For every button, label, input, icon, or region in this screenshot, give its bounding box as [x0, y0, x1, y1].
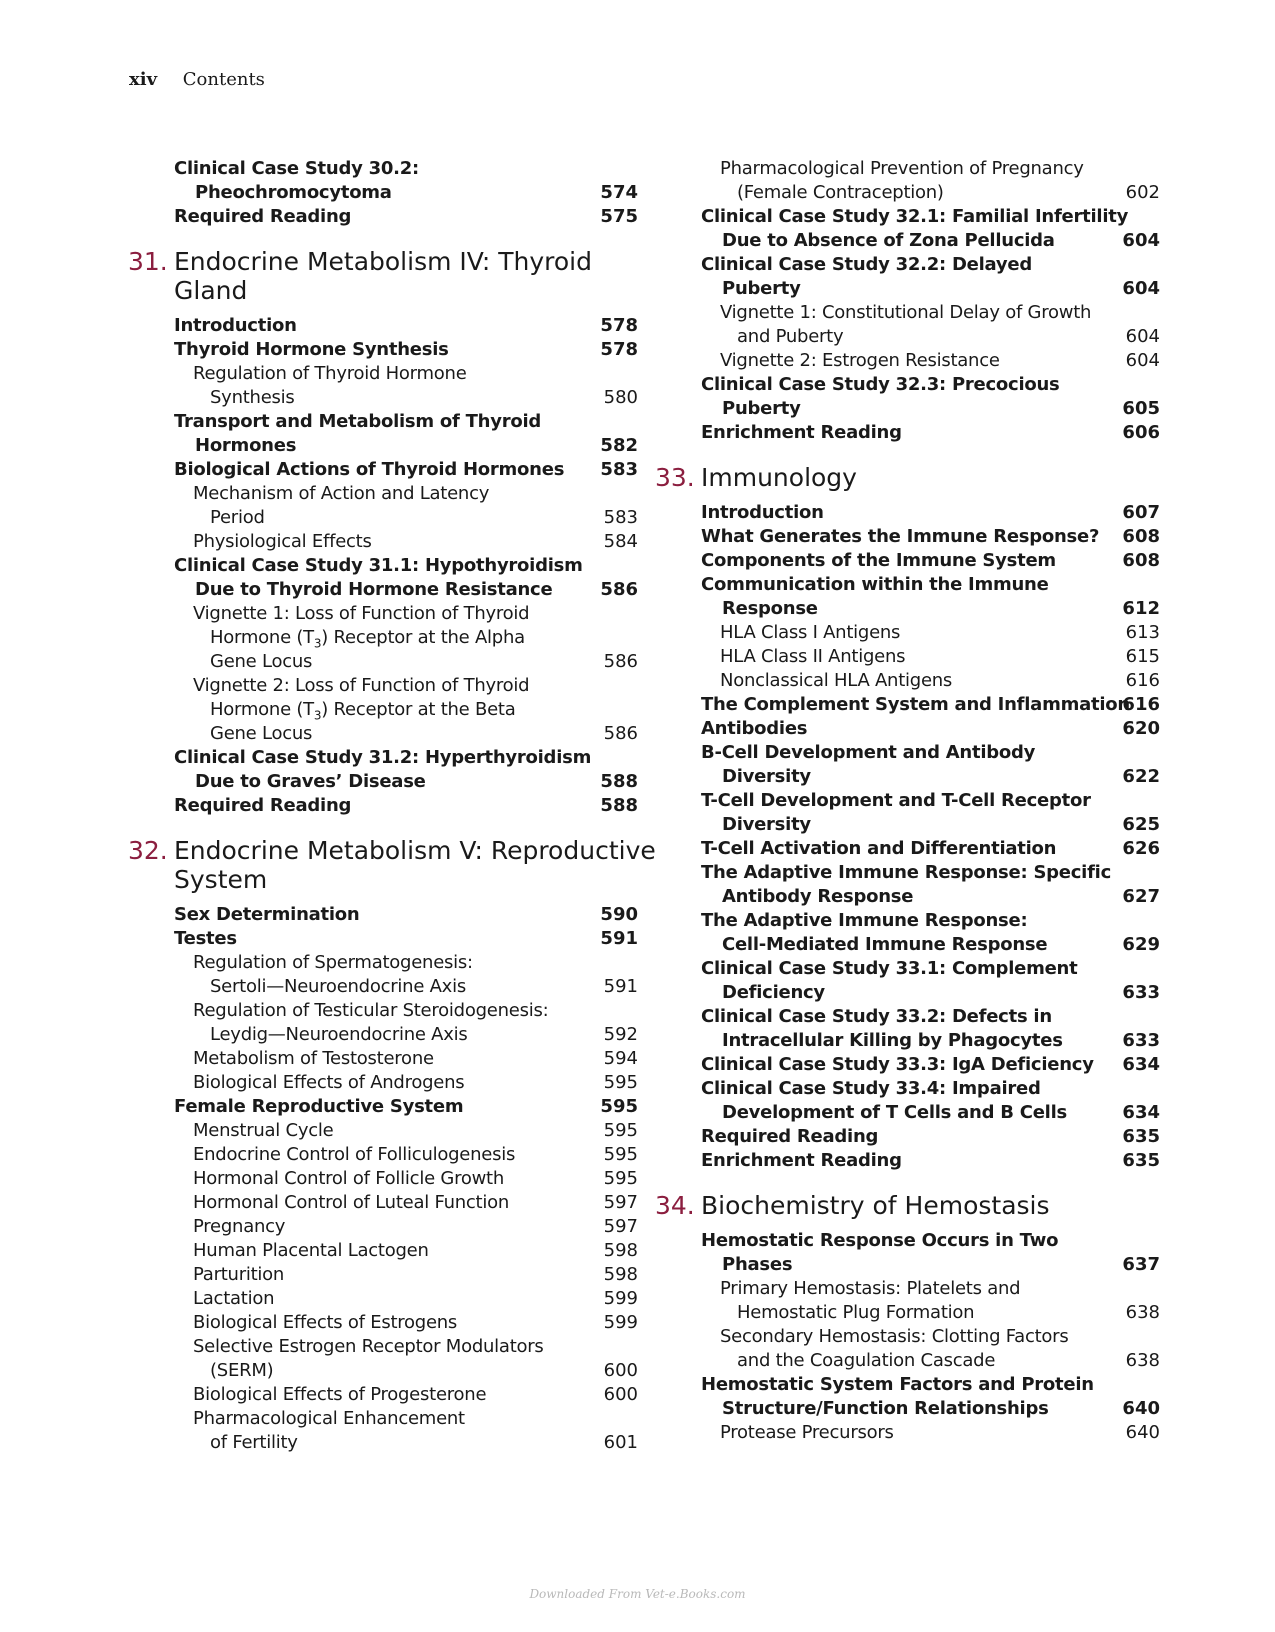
toc-page-number: 595: [603, 1072, 638, 1093]
toc-entry-title: of Fertility: [210, 1432, 298, 1453]
toc-entry-title-part: ) Receptor at the Beta: [321, 699, 516, 720]
section-spacer: [118, 894, 638, 903]
toc-page-number: 583: [603, 507, 638, 528]
toc-entry-title: Puberty: [722, 278, 801, 299]
toc-entry[interactable]: [645, 549, 1160, 573]
toc-page-number: 588: [600, 771, 638, 792]
toc-entry-title: Clinical Case Study 31.2: Hyperthyroidism: [174, 747, 592, 768]
toc-page-number: 634: [1122, 1102, 1160, 1123]
chapter-heading[interactable]: [118, 247, 638, 276]
toc-entry-title: Clinical Case Study 31.1: Hypothyroidism: [174, 555, 583, 576]
toc-entry-title: (SERM): [210, 1360, 274, 1381]
toc-entry[interactable]: [645, 501, 1160, 525]
toc-entry[interactable]: [118, 434, 638, 458]
toc-entry[interactable]: [645, 933, 1160, 957]
toc-entry-title: Clinical Case Study 32.1: Familial Infertility: [701, 206, 1129, 227]
toc-entry[interactable]: [645, 1029, 1160, 1053]
toc-page-number: 622: [1122, 766, 1160, 787]
section-spacer: [645, 1173, 1160, 1191]
toc-entry-title: Endocrine Control of Folliculogenesis: [193, 1144, 516, 1165]
toc-page-number: 591: [600, 928, 638, 949]
toc-entry[interactable]: [645, 1421, 1160, 1445]
toc-page-number: 594: [603, 1048, 638, 1069]
toc-entry[interactable]: [118, 458, 638, 482]
toc-page-number: 586: [600, 579, 638, 600]
toc-page-number: 616: [1125, 670, 1160, 691]
toc-page-number: 583: [600, 459, 638, 480]
toc-entry[interactable]: [118, 410, 638, 434]
toc-page-number: 625: [1122, 814, 1160, 835]
toc-entry-title: Phases: [722, 1254, 793, 1275]
chapter-heading[interactable]: [645, 1191, 1160, 1220]
toc-page-number: 604: [1125, 326, 1160, 347]
toc-entry-title: Biological Actions of Thyroid Hormones: [174, 459, 565, 480]
toc-entry-title: The Complement System and Inflammation: [701, 694, 1130, 715]
chapter-title: System: [174, 865, 268, 894]
toc-entry-title: Enrichment Reading: [701, 1150, 902, 1171]
toc-entry[interactable]: [645, 573, 1160, 597]
toc-page-number: 608: [1122, 550, 1160, 571]
toc-page-number: 640: [1122, 1398, 1160, 1419]
toc-entry[interactable]: [645, 301, 1160, 325]
toc-entry-title: Components of the Immune System: [701, 550, 1056, 571]
toc-entry-title: [210, 698, 515, 722]
toc-entry[interactable]: [118, 1143, 638, 1167]
toc-page-number: 574: [600, 182, 638, 203]
toc-entry-title: Vignette 1: Loss of Function of Thyroid: [193, 603, 530, 624]
toc-entry[interactable]: [645, 981, 1160, 1005]
toc-entry[interactable]: [645, 1349, 1160, 1373]
toc-entry-title: Deficiency: [722, 982, 825, 1003]
toc-entry-title: and the Coagulation Cascade: [737, 1350, 996, 1371]
toc-page-number: 597: [603, 1192, 638, 1213]
toc-entry[interactable]: [118, 770, 638, 794]
toc-entry-title: B-Cell Development and Antibody: [701, 742, 1036, 763]
toc-entry[interactable]: [118, 205, 638, 229]
toc-entry-title: Thyroid Hormone Synthesis: [174, 339, 449, 360]
section-spacer: [645, 445, 1160, 463]
toc-entry[interactable]: [118, 975, 638, 999]
toc-page-number: 590: [600, 904, 638, 925]
toc-entry[interactable]: [118, 674, 638, 698]
toc-page-number: 633: [1122, 1030, 1160, 1051]
toc-entry[interactable]: [118, 1119, 638, 1143]
toc-entry[interactable]: [118, 530, 638, 554]
toc-entry-title: Selective Estrogen Receptor Modulators: [193, 1336, 544, 1357]
toc-page-number: 612: [1122, 598, 1160, 619]
toc-entry-title: T-Cell Development and T-Cell Receptor: [701, 790, 1091, 811]
toc-entry[interactable]: [118, 362, 638, 386]
toc-page-number: 638: [1125, 1350, 1160, 1371]
toc-entry-title: Gene Locus: [210, 651, 313, 672]
toc-entry-title: Hemostatic System Factors and Protein: [701, 1374, 1094, 1395]
toc-page-number: 586: [603, 651, 638, 672]
toc-entry[interactable]: [118, 1071, 638, 1095]
toc-entry-title: Pregnancy: [193, 1216, 286, 1237]
toc-entry[interactable]: [645, 1229, 1160, 1253]
toc-page-number: 613: [1125, 622, 1160, 643]
toc-entry[interactable]: [118, 1167, 638, 1191]
toc-entry[interactable]: [645, 1101, 1160, 1125]
toc-page-number: 635: [1122, 1126, 1160, 1147]
toc-entry[interactable]: [645, 277, 1160, 301]
chapter-title: Biochemistry of Hemostasis: [701, 1191, 1050, 1220]
chapter-heading[interactable]: [118, 836, 656, 865]
toc-entry[interactable]: [118, 1407, 638, 1431]
toc-entry-title: The Adaptive Immune Response: Specific: [701, 862, 1112, 883]
toc-page-number: 640: [1125, 1422, 1160, 1443]
toc-page-number: 637: [1122, 1254, 1160, 1275]
toc-entry-title: Testes: [174, 928, 237, 949]
toc-entry-title: Female Reproductive System: [174, 1096, 464, 1117]
toc-entry-title-part: Hormone (T: [210, 699, 314, 720]
toc-entry-title: Response: [722, 598, 818, 619]
toc-entry-title: Synthesis: [210, 387, 295, 408]
toc-page-number: 595: [603, 1168, 638, 1189]
toc-entry-title: Pharmacological Prevention of Pregnancy: [720, 158, 1084, 179]
toc-entry-title: Introduction: [174, 315, 297, 336]
toc-entry-title: and Puberty: [737, 326, 844, 347]
toc-entry-title: Pharmacological Enhancement: [193, 1408, 465, 1429]
toc-entry[interactable]: [645, 789, 1160, 813]
chapter-heading-continued[interactable]: [118, 865, 638, 894]
toc-entry-title: Antibodies: [701, 718, 808, 739]
page-number: xiv: [129, 69, 158, 90]
chapter-title: Gland: [174, 276, 248, 305]
toc-entry[interactable]: [118, 1311, 638, 1335]
toc-page-number: 633: [1122, 982, 1160, 1003]
toc-entry[interactable]: [118, 1023, 638, 1047]
toc-entry[interactable]: [645, 909, 1160, 933]
toc-entry[interactable]: [645, 1373, 1160, 1397]
toc-entry-title: Mechanism of Action and Latency: [193, 483, 490, 504]
toc-page-number: 595: [603, 1120, 638, 1141]
toc-page-number: 600: [603, 1384, 638, 1405]
toc-entry[interactable]: [118, 1359, 638, 1383]
toc-entry-title: Leydig—Neuroendocrine Axis: [210, 1024, 468, 1045]
toc-entry-title: Secondary Hemostasis: Clotting Factors: [720, 1326, 1069, 1347]
toc-entry[interactable]: [118, 999, 638, 1023]
toc-entry[interactable]: [645, 1325, 1160, 1349]
toc-entry-title: Clinical Case Study 33.2: Defects in: [701, 1006, 1052, 1027]
chapter-title: Endocrine Metabolism IV: Thyroid: [174, 247, 592, 276]
toc-page-number: 604: [1122, 278, 1160, 299]
toc-page-number: 604: [1125, 350, 1160, 371]
toc-entry-title: [210, 626, 525, 650]
toc-entry[interactable]: [645, 669, 1160, 693]
toc-entry[interactable]: [118, 698, 638, 722]
toc-entry[interactable]: [118, 1191, 638, 1215]
toc-entry[interactable]: [118, 746, 638, 770]
toc-entry-title: Development of T Cells and B Cells: [722, 1102, 1067, 1123]
toc-entry[interactable]: [118, 602, 638, 626]
subscript: 3: [313, 708, 322, 723]
toc-entry-title: Hormones: [195, 435, 297, 456]
toc-entry-title: HLA Class I Antigens: [720, 622, 901, 643]
toc-left-column: [118, 157, 656, 1455]
toc-entry-title: Biological Effects of Androgens: [193, 1072, 465, 1093]
toc-entry-title: Menstrual Cycle: [193, 1120, 334, 1141]
toc-entry[interactable]: [645, 1077, 1160, 1101]
toc-entry[interactable]: [645, 1253, 1160, 1277]
toc-page-number: 592: [603, 1024, 638, 1045]
subscript: 3: [313, 636, 322, 651]
chapter-number: 33.: [655, 463, 695, 492]
toc-entry[interactable]: [645, 885, 1160, 909]
toc-entry[interactable]: [645, 397, 1160, 421]
toc-entry-title: Hemostatic Plug Formation: [737, 1302, 975, 1323]
toc-page-number: 629: [1122, 934, 1160, 955]
toc-entry[interactable]: [645, 373, 1160, 397]
toc-page-number: 575: [600, 206, 638, 227]
toc-entry[interactable]: [645, 421, 1160, 445]
toc-page-number: 634: [1122, 1054, 1160, 1075]
toc-entry-title: Hormonal Control of Follicle Growth: [193, 1168, 505, 1189]
toc-page-number: 580: [603, 387, 638, 408]
toc-entry[interactable]: [645, 1397, 1160, 1421]
toc-entry[interactable]: [645, 349, 1160, 373]
toc-entry[interactable]: [118, 722, 638, 746]
toc-entry[interactable]: [645, 253, 1160, 277]
toc-entry[interactable]: [118, 1287, 638, 1311]
toc-entry-title: Introduction: [701, 502, 824, 523]
chapter-title: Immunology: [701, 463, 857, 492]
toc-entry-title: Diversity: [722, 814, 811, 835]
toc-entry[interactable]: [645, 1277, 1160, 1301]
toc-entry[interactable]: [645, 229, 1160, 253]
toc-entry[interactable]: [118, 951, 638, 975]
toc-entry[interactable]: [645, 205, 1160, 229]
section-spacer: [118, 229, 638, 247]
toc-entry[interactable]: [645, 741, 1160, 765]
toc-page-number: 627: [1122, 886, 1160, 907]
toc-entry-title: Hormonal Control of Luteal Function: [193, 1192, 510, 1213]
toc-entry[interactable]: [118, 386, 638, 410]
toc-entry[interactable]: [645, 765, 1160, 789]
toc-entry-title: Regulation of Testicular Steroidogenesis:: [193, 1000, 549, 1021]
toc-entry-title: Required Reading: [174, 206, 352, 227]
toc-entry[interactable]: [645, 181, 1160, 205]
toc-page-number: 599: [603, 1288, 638, 1309]
toc-entry[interactable]: [645, 1125, 1160, 1149]
section-spacer: [118, 818, 638, 836]
toc-entry[interactable]: [118, 157, 638, 181]
toc-entry[interactable]: [118, 314, 638, 338]
toc-entry-title: Sertoli—Neuroendocrine Axis: [210, 976, 466, 997]
toc-page-number: 598: [603, 1240, 638, 1261]
section-spacer: [118, 305, 638, 314]
chapter-heading-continued[interactable]: [118, 276, 638, 305]
toc-page-number: 595: [603, 1144, 638, 1165]
toc-entry-title: Period: [210, 507, 265, 528]
toc-entry[interactable]: [645, 861, 1160, 885]
toc-entry-title: Nonclassical HLA Antigens: [720, 670, 953, 691]
toc-page-number: 626: [1122, 838, 1160, 859]
toc-entry-title: Pheochromocytoma: [195, 182, 392, 203]
toc-page-number: 635: [1122, 1150, 1160, 1171]
toc-page-number: 607: [1122, 502, 1160, 523]
toc-entry[interactable]: [118, 181, 638, 205]
toc-entry[interactable]: [645, 1005, 1160, 1029]
toc-entry[interactable]: [118, 1383, 638, 1407]
toc-page-number: 597: [603, 1216, 638, 1237]
toc-page-number: 604: [1122, 230, 1160, 251]
chapter-number: 31.: [128, 247, 168, 276]
toc-entry-title: Physiological Effects: [193, 531, 372, 552]
toc-entry-title: Structure/Function Relationships: [722, 1398, 1049, 1419]
chapter-number: 34.: [655, 1191, 695, 1220]
toc-page-number: 600: [603, 1360, 638, 1381]
toc-page-number: 586: [603, 723, 638, 744]
toc-page-number: 599: [603, 1312, 638, 1333]
toc-page-number: 598: [603, 1264, 638, 1285]
toc-entry-title: Cell-Mediated Immune Response: [722, 934, 1048, 955]
toc-entry[interactable]: [118, 338, 638, 362]
toc-entry-title: Antibody Response: [722, 886, 914, 907]
toc-entry-title: Protease Precursors: [720, 1422, 894, 1443]
toc-entry-title: Gene Locus: [210, 723, 313, 744]
toc-entry[interactable]: [645, 1053, 1160, 1077]
toc-entry[interactable]: [645, 621, 1160, 645]
toc-page-number: 582: [600, 435, 638, 456]
toc-entry[interactable]: [118, 1215, 638, 1239]
toc-entry[interactable]: [118, 1263, 638, 1287]
toc-entry-title: Communication within the Immune: [701, 574, 1049, 595]
toc-page-number: 602: [1125, 182, 1160, 203]
toc-entry[interactable]: [118, 650, 638, 674]
toc-entry-title: Regulation of Thyroid Hormone: [193, 363, 467, 384]
toc-entry-title: Puberty: [722, 398, 801, 419]
toc-entry-title: Clinical Case Study 33.1: Complement: [701, 958, 1078, 979]
toc-page-number: 615: [1125, 646, 1160, 667]
toc-entry-title: Human Placental Lactogen: [193, 1240, 429, 1261]
toc-entry-title: HLA Class II Antigens: [720, 646, 906, 667]
toc-entry-title: Required Reading: [174, 795, 352, 816]
toc-entry-title: Clinical Case Study 33.3: IgA Deficiency: [701, 1054, 1094, 1075]
toc-entry-title: Sex Determination: [174, 904, 360, 925]
toc-entry-title: T-Cell Activation and Differentiation: [701, 838, 1057, 859]
toc-page-number: 601: [603, 1432, 638, 1453]
toc-entry[interactable]: [645, 693, 1160, 717]
toc-entry[interactable]: [645, 957, 1160, 981]
toc-entry[interactable]: [645, 1149, 1160, 1173]
toc-entry-title: Clinical Case Study 32.3: Precocious: [701, 374, 1060, 395]
toc-entry-title: Vignette 1: Constitutional Delay of Growth: [720, 302, 1092, 323]
toc-entry-title: Vignette 2: Loss of Function of Thyroid: [193, 675, 530, 696]
toc-entry[interactable]: [645, 717, 1160, 741]
toc-entry[interactable]: [118, 1239, 638, 1263]
toc-entry-title: Due to Absence of Zona Pellucida: [722, 230, 1055, 251]
toc-entry-title: Metabolism of Testosterone: [193, 1048, 434, 1069]
watermark-footer: Downloaded From Vet-e.Books.com: [529, 1587, 746, 1601]
toc-entry-title: Required Reading: [701, 1126, 879, 1147]
toc-entry[interactable]: [118, 1431, 638, 1455]
toc-entry[interactable]: [118, 794, 638, 818]
toc-entry[interactable]: [645, 525, 1160, 549]
toc-page-number: 638: [1125, 1302, 1160, 1323]
toc-entry[interactable]: [118, 927, 638, 951]
toc-entry[interactable]: [118, 578, 638, 602]
toc-page-number: 605: [1122, 398, 1160, 419]
toc-entry[interactable]: [118, 1095, 638, 1119]
toc-entry-title-part: Hormone (T: [210, 627, 314, 648]
toc-entry[interactable]: [118, 903, 638, 927]
chapter-heading[interactable]: [645, 463, 1160, 492]
toc-entry-title: Biological Effects of Progesterone: [193, 1384, 487, 1405]
toc-entry-title: Enrichment Reading: [701, 422, 902, 443]
toc-page-number: 608: [1122, 526, 1160, 547]
toc-entry-title-part: ) Receptor at the Alpha: [321, 627, 525, 648]
section-spacer: [645, 1220, 1160, 1229]
toc-page-number: 595: [600, 1096, 638, 1117]
toc-entry-title: Clinical Case Study 33.4: Impaired: [701, 1078, 1041, 1099]
toc-entry-title: Intracellular Killing by Phagocytes: [722, 1030, 1063, 1051]
toc-page-number: 588: [600, 795, 638, 816]
toc-page-number: 578: [600, 339, 638, 360]
toc-entry[interactable]: [645, 813, 1160, 837]
toc-entry-title: Due to Graves’ Disease: [195, 771, 426, 792]
section-spacer: [645, 492, 1160, 501]
toc-page-number: 584: [603, 531, 638, 552]
toc-entry-title: Parturition: [193, 1264, 285, 1285]
toc-entry[interactable]: [118, 506, 638, 530]
toc-entry[interactable]: [645, 837, 1160, 861]
toc-entry[interactable]: [645, 597, 1160, 621]
toc-entry-title: Regulation of Spermatogenesis:: [193, 952, 473, 973]
toc-entry-title: Transport and Metabolism of Thyroid: [174, 411, 541, 432]
toc-entry[interactable]: [118, 1335, 638, 1359]
toc-entry[interactable]: [645, 1301, 1160, 1325]
toc-entry-title: Diversity: [722, 766, 811, 787]
toc-entry-title: Clinical Case Study 32.2: Delayed: [701, 254, 1032, 275]
toc-entry[interactable]: [118, 554, 638, 578]
toc-page-number: 616: [1122, 694, 1160, 715]
toc-page-number: 606: [1122, 422, 1160, 443]
toc-entry-title: Clinical Case Study 30.2:: [174, 158, 419, 179]
chapter-title: Endocrine Metabolism V: Reproductive: [174, 836, 656, 865]
toc-entry[interactable]: [645, 157, 1160, 181]
running-head: [129, 69, 265, 91]
running-title: Contents: [182, 69, 265, 90]
toc-entry[interactable]: [118, 1047, 638, 1071]
toc-entry[interactable]: [645, 645, 1160, 669]
toc-entry-title: Hemostatic Response Occurs in Two: [701, 1230, 1059, 1251]
toc-entry-title: Due to Thyroid Hormone Resistance: [195, 579, 553, 600]
toc-page-number: 578: [600, 315, 638, 336]
toc-right-column: [645, 157, 1160, 1445]
toc-entry-title: (Female Contraception): [737, 182, 944, 203]
toc-entry-title: Biological Effects of Estrogens: [193, 1312, 458, 1333]
toc-page-number: 591: [603, 976, 638, 997]
toc-entry-title: Vignette 2: Estrogen Resistance: [720, 350, 1000, 371]
toc-entry-title: Primary Hemostasis: Platelets and: [720, 1278, 1021, 1299]
toc-entry[interactable]: [118, 626, 638, 650]
toc-entry-title: The Adaptive Immune Response:: [701, 910, 1028, 931]
toc-entry[interactable]: [118, 482, 638, 506]
toc-entry-title: What Generates the Immune Response?: [701, 526, 1100, 547]
toc-entry-title: Lactation: [193, 1288, 275, 1309]
toc-page-number: 620: [1122, 718, 1160, 739]
toc-entry[interactable]: [645, 325, 1160, 349]
chapter-number: 32.: [128, 836, 168, 865]
